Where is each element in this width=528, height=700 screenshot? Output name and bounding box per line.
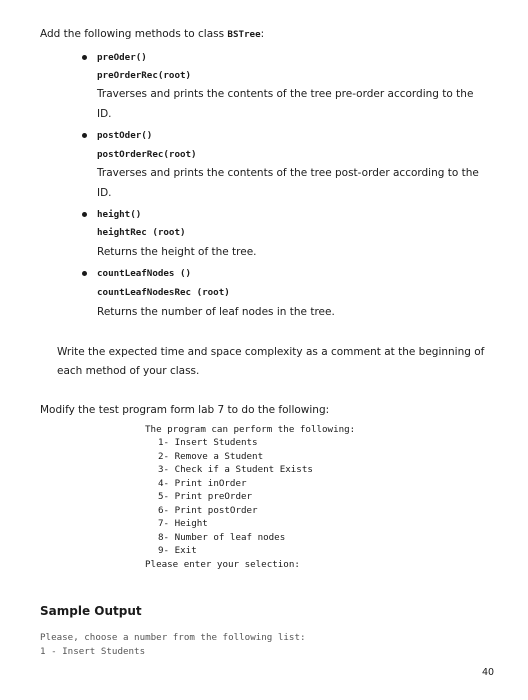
- method-rec-height: heightRec (root): [97, 227, 186, 238]
- sample-output-line1: Please, choose a number from the following list:: [40, 632, 306, 643]
- sample-output-heading: Sample Output: [40, 604, 142, 618]
- menu-item: 5- Print preOrder: [158, 491, 253, 502]
- menu-footer: Please enter your selection:: [145, 559, 300, 570]
- modify-instruction: Modify the test program form lab 7 to do the following:: [40, 404, 330, 416]
- method-desc-preorder-line2: ID.: [97, 108, 112, 120]
- method-desc-countleafnodes: Returns the number of leaf nodes in the tree.: [97, 306, 335, 318]
- method-name-preoder: preOder(): [97, 52, 147, 63]
- method-name-countleafnodes: countLeafNodes (): [97, 268, 192, 279]
- intro-prefix: Add the following methods to class: [40, 28, 228, 40]
- menu-header: The program can perform the following:: [145, 424, 356, 435]
- menu-item: 1- Insert Students: [158, 437, 258, 448]
- menu-item: 7- Height: [158, 518, 208, 529]
- bullet-icon: [82, 212, 87, 217]
- method-desc-postorder-line2: ID.: [97, 187, 112, 199]
- method-desc-postorder-line1: Traverses and prints the contents of the tree post-order according to the: [97, 167, 479, 179]
- menu-item: 4- Print inOrder: [158, 478, 247, 489]
- menu-item: 3- Check if a Student Exists: [158, 464, 313, 475]
- class-name: BSTree: [227, 29, 261, 40]
- method-rec-countleafnodes: countLeafNodesRec (root): [97, 287, 230, 298]
- intro-suffix: :: [260, 28, 265, 40]
- bullet-icon: [82, 271, 87, 276]
- complexity-line2: each method of your class.: [57, 365, 200, 377]
- method-desc-preorder-line1: Traverses and prints the contents of the tree pre-order according to the: [97, 88, 474, 100]
- method-name-height: height(): [97, 209, 142, 220]
- bullet-icon: [82, 133, 87, 138]
- bullet-icon: [82, 55, 87, 60]
- menu-item: 9- Exit: [158, 545, 197, 556]
- method-rec-preorder: preOrderRec(root): [97, 70, 192, 81]
- menu-item: 2- Remove a Student: [158, 451, 264, 462]
- menu-item: 6- Print postOrder: [158, 505, 258, 516]
- page-number: 40: [482, 667, 495, 678]
- sample-output-line2: 1 - Insert Students: [40, 646, 146, 657]
- method-desc-height: Returns the height of the tree.: [97, 246, 257, 258]
- method-name-postoder: postOder(): [97, 130, 153, 141]
- menu-item: 8- Number of leaf nodes: [158, 532, 286, 543]
- method-rec-postorder: postOrderRec(root): [97, 149, 197, 160]
- complexity-line1: Write the expected time and space complexity as a comment at the beginning of: [57, 346, 485, 358]
- intro-line: [40, 28, 264, 40]
